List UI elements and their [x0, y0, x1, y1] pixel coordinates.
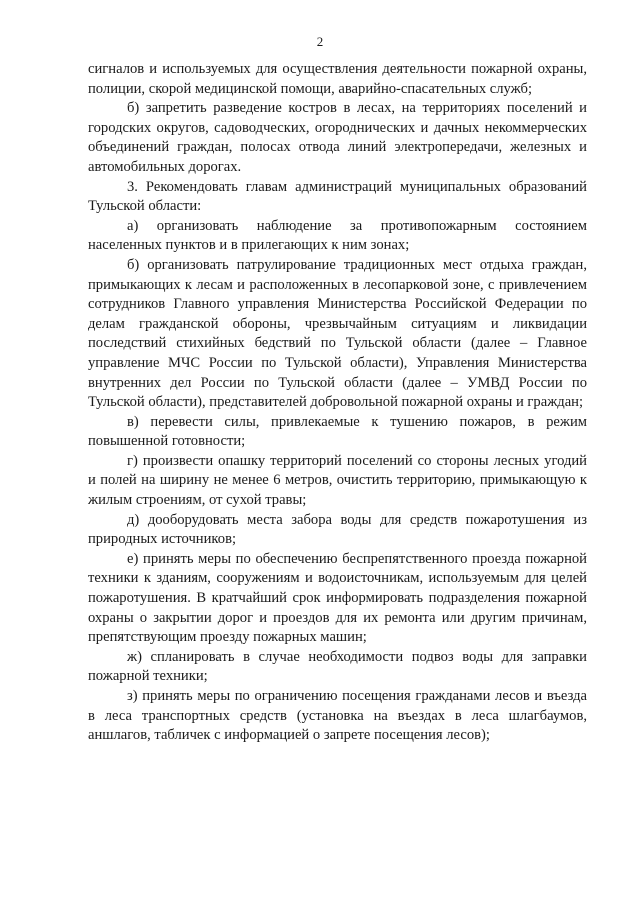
paragraph-point-3: 3. Рекомендовать главам администраций муниципальных образований Тульской области: [88, 178, 587, 215]
paragraph-item-b-ban-fires: б) запретить разведение костров в лесах, на территориях поселений и городских округов, садоводческих, огороднических и дачных некоммерческих объединений граждан, полосах отвода линий электропередачи, железных и автомобильных дорогах. [88, 100, 587, 175]
paragraph-item-d: д) дооборудовать места забора воды для средств пожаротушения из природных источников; [88, 511, 587, 548]
page-number: 2 [316, 34, 324, 49]
document-body [88, 60, 587, 746]
paragraph-item-v: в) перевести силы, привлекаемые к тушению пожаров, в режим повышенной готовности; [88, 413, 587, 450]
paragraph-item-e: е) принять меры по обеспечению беспрепятственного проезда пожарной техники к зданиям, сооружениям и водоисточникам, используемым для целей пожаротушения. В кратчайший срок информировать подразделения пожарной охраны о закрытии дорог и проездов для их ремонта или другим причинам, препятствующим проезду пожарных машин; [88, 550, 587, 646]
paragraph-item-b-patrol: б) организовать патрулирование традиционных мест отдыха граждан, примыкающих к лесам и расположенных в лесопарковой зоне, с привлечением сотрудников Главного управления Министерства Российской Федерации по делам гражданской обороны, чрезвычайным ситуациям и ликвидации последствий стихийных бедствий по Тульской области (далее – Главное управление МЧС России по Тульской области), Управления Министерства внутренних дел России по Тульской области (далее – УМВД России по Тульской области), представителей добровольной пожарной охраны и граждан; [88, 256, 587, 411]
paragraph-item-g: г) произвести опашку территорий поселений со стороны лесных угодий и полей на ширину не менее 6 метров, очистить территорию, примыкающую к жилым строениям, от сухой травы; [88, 452, 587, 509]
paragraph-item-z: з) принять меры по ограничению посещения гражданами лесов и въезда в леса транспортных средств (установка на въездах в леса шлагбаумов, аншлагов, табличек с информацией о запрете посещения лесов); [88, 688, 587, 744]
paragraph-item-a: а) организовать наблюдение за противопожарным состоянием населенных пунктов и в прилегающих к ним зонах; [88, 217, 587, 254]
paragraph-item-zh: ж) спланировать в случае необходимости подвоз воды для заправки пожарной техники; [88, 648, 587, 685]
paragraph-continuation: сигналов и используемых для осуществления деятельности пожарной охраны, полиции, скорой медицинской помощи, аварийно-спасательных служб; [88, 61, 587, 97]
